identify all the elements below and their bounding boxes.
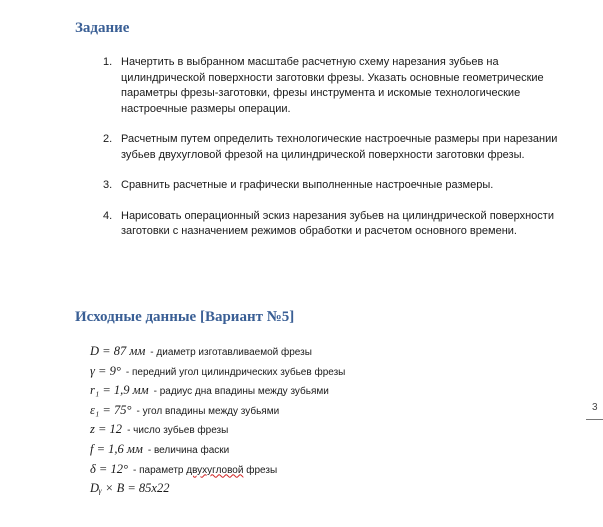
param-description: - диаметр изготавливаемой фрезы — [150, 347, 312, 358]
param-flute-angle — [90, 401, 510, 421]
param-root-radius — [90, 381, 510, 401]
param-formula: ε₁ = 75° — [90, 402, 132, 417]
task-number: 1. — [103, 56, 113, 68]
param-description: - передний угол цилиндрических зубьев фрезы — [125, 366, 346, 378]
task-text: Сравнить расчетные и графически выполненные настроечные размеры. — [121, 179, 494, 191]
param-tool-size — [90, 479, 510, 499]
task-item-4 — [103, 209, 583, 240]
param-description-prefix: - параметр — [133, 464, 187, 476]
task-item-2 — [103, 132, 583, 163]
param-formula: D = 87 мм — [90, 344, 146, 358]
param-cutter-angle — [90, 460, 510, 480]
spellcheck-underlined-word: двухугловой — [186, 464, 244, 476]
param-formula: z = 12 — [90, 422, 123, 437]
task-number: 4. — [103, 209, 113, 222]
parameter-list — [90, 342, 510, 499]
param-diameter — [90, 342, 510, 362]
task-text: Нарисовать операционный эскиз нарезания зубьев на цилиндрической поверхности заготовки с назначением режимов обработки и расчетом основного времени. — [121, 209, 554, 237]
param-description — [133, 465, 277, 476]
param-description: - радиус дна впадины между зубьями — [153, 386, 329, 398]
param-description: - число зубьев фрезы — [127, 425, 229, 437]
param-formula: γ = 9° — [90, 363, 121, 378]
task-number: 2. — [103, 133, 113, 145]
param-formula: δ = 12° — [90, 461, 128, 476]
param-chamfer — [90, 440, 510, 460]
param-description-suffix: фрезы — [243, 464, 278, 476]
page-number: 3 — [592, 402, 598, 413]
param-rake-angle — [90, 362, 510, 382]
param-description: - величина фаски — [147, 444, 230, 456]
task-heading: Задание — [75, 20, 130, 36]
task-list — [103, 55, 583, 255]
param-description: - угол впадины между зубьями — [136, 405, 280, 417]
task-item-1 — [103, 55, 583, 117]
page-margin-line — [586, 419, 603, 420]
task-number: 3. — [103, 179, 113, 191]
task-text: Расчетным путем определить технологические настроечные размеры при нарезании зубьев двухугловой фрезой на цилиндрической поверхности заготовки фрезы. — [121, 133, 558, 161]
param-teeth-count — [90, 420, 510, 440]
param-formula: f = 1,6 мм — [90, 441, 143, 456]
source-data-heading: Исходные данные [Вариант №5] — [75, 309, 295, 325]
task-item-3 — [103, 178, 583, 194]
param-formula: r₁ = 1,9 мм — [90, 383, 149, 398]
task-text: Начертить в выбранном масштабе расчетную схему нарезания зубьев на цилиндрической поверхности заготовки фрезы. Указать основные геометрические параметры фрезы-заготовки, фрезы инструмента и искомые технологические настроечные размеры операции. — [121, 56, 544, 115]
param-formula: Dᵧ × B = 85x22 — [90, 481, 170, 496]
